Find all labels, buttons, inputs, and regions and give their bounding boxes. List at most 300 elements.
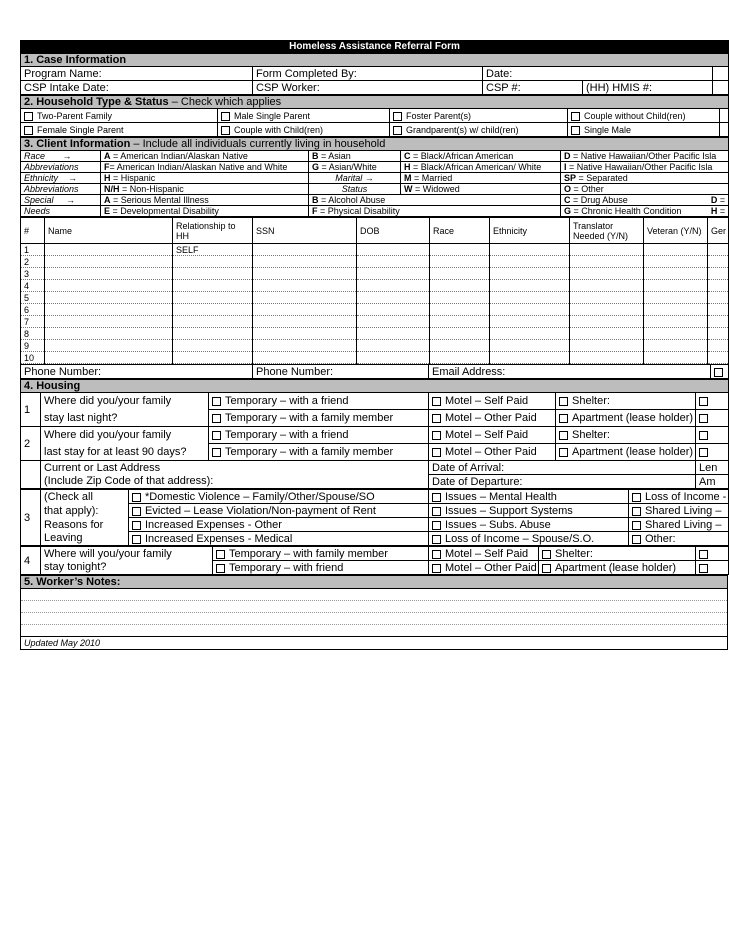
name-cell[interactable] <box>45 316 173 328</box>
q3-opt-6[interactable] <box>629 504 729 518</box>
option-label: Temporary – with friend <box>229 561 344 574</box>
relationship-cell[interactable] <box>173 280 253 292</box>
csp-worker-field[interactable]: CSP Worker: <box>253 81 483 95</box>
notes-line[interactable] <box>21 613 728 625</box>
notes-line[interactable] <box>21 601 728 613</box>
ssn-cell[interactable] <box>253 316 357 328</box>
option-label: Couple with Child(ren) <box>234 124 324 135</box>
option-couple-with-children[interactable] <box>218 123 390 137</box>
veteran-cell[interactable] <box>644 340 708 352</box>
ethnicity-h: H = Hispanic <box>101 173 309 184</box>
section-2-subtitle: – Check which applies <box>168 96 282 108</box>
tonight-table <box>20 546 729 575</box>
ethnicity-cell[interactable] <box>490 352 570 364</box>
gender-cell[interactable] <box>708 352 729 364</box>
checkbox-icon[interactable] <box>432 493 441 502</box>
phone-number-field-1[interactable]: Phone Number: <box>21 365 253 379</box>
q4-text-1: Where will you/your family <box>41 547 213 561</box>
option-grandparents[interactable] <box>390 123 568 137</box>
option-label: Couple without Child(ren) <box>584 110 686 121</box>
q3-opt-10[interactable] <box>129 532 429 546</box>
case-information-table <box>20 40 729 95</box>
race-cell[interactable] <box>430 244 490 256</box>
gender-cell[interactable] <box>708 280 729 292</box>
option-label: *Domestic Violence – Family/Other/Spouse/SO <box>145 490 375 503</box>
race-cell[interactable] <box>430 292 490 304</box>
dob-cell[interactable] <box>357 244 430 256</box>
blank-cell <box>720 109 729 123</box>
race-label: Race → <box>21 151 101 162</box>
row-number: 7 <box>21 316 45 328</box>
special-e: E = Developmental Disability <box>101 206 309 217</box>
name-cell[interactable] <box>45 268 173 280</box>
veteran-cell[interactable] <box>644 304 708 316</box>
section-5-heading: 5. Worker’s Notes: <box>21 576 728 589</box>
checkbox-icon[interactable] <box>432 448 441 457</box>
household-type-table <box>20 95 729 137</box>
q4-opt-4[interactable] <box>696 547 729 561</box>
checkbox-icon[interactable] <box>393 126 402 135</box>
option-label: Temporary – with a family member <box>225 412 394 424</box>
option-label: Loss of Income – Spouse/S.O. <box>445 532 595 545</box>
q4-opt-1[interactable] <box>213 547 429 561</box>
q2-opt-4[interactable] <box>696 427 729 444</box>
contact-checkbox-cell[interactable] <box>711 365 729 379</box>
checkbox-icon[interactable] <box>212 397 221 406</box>
csp-number-field[interactable]: CSP #: <box>483 81 583 95</box>
race-h: H = Black/African American/ White <box>401 162 561 173</box>
ssn-cell[interactable] <box>253 340 357 352</box>
checkbox-icon[interactable] <box>699 448 708 457</box>
option-label: Motel – Self Paid <box>445 429 529 441</box>
q2-opt-6[interactable] <box>429 444 556 461</box>
form-title: Homeless Assistance Referral Form <box>21 41 729 54</box>
client-row[interactable] <box>21 280 729 292</box>
checkbox-icon[interactable] <box>432 521 441 530</box>
q2-opt-8[interactable] <box>696 444 729 461</box>
col-ssn: SSN <box>253 218 357 244</box>
q2-opt-2[interactable] <box>429 427 556 444</box>
ssn-cell[interactable] <box>253 268 357 280</box>
name-cell[interactable] <box>45 280 173 292</box>
veteran-cell[interactable] <box>644 352 708 364</box>
special-c: C = Drug Abuse <box>561 195 639 206</box>
option-label: Foster Parent(s) <box>406 110 472 121</box>
race-cell[interactable] <box>430 352 490 364</box>
gender-cell[interactable] <box>708 244 729 256</box>
checkbox-icon[interactable] <box>393 112 402 121</box>
special-a: A = Serious Mental Illness <box>101 195 309 206</box>
row-number: 9 <box>21 340 45 352</box>
dob-cell[interactable] <box>357 256 430 268</box>
ethnicity-cell[interactable] <box>490 244 570 256</box>
row-number: 6 <box>21 304 45 316</box>
notes-line[interactable] <box>21 589 728 601</box>
q1-opt-3[interactable] <box>556 393 696 410</box>
checkbox-icon[interactable] <box>559 397 568 406</box>
ssn-cell[interactable] <box>253 244 357 256</box>
checkbox-icon[interactable] <box>432 414 441 423</box>
relationship-cell[interactable] <box>173 304 253 316</box>
amount-field[interactable]: Am <box>696 475 729 489</box>
checkbox-icon[interactable] <box>714 368 723 377</box>
current-address-field[interactable]: Current or Last Address <box>41 461 429 475</box>
q3-opt-1[interactable] <box>129 490 429 504</box>
blank-cell <box>713 67 729 81</box>
q3-opt-7[interactable] <box>129 518 429 532</box>
checkbox-icon[interactable] <box>132 535 141 544</box>
checkbox-icon[interactable] <box>432 564 441 573</box>
ethnicity-cell[interactable] <box>490 328 570 340</box>
email-address-field[interactable]: Email Address: <box>429 365 711 379</box>
race-cell[interactable] <box>430 316 490 328</box>
q3-opt-2[interactable] <box>429 490 629 504</box>
dob-cell[interactable] <box>357 340 430 352</box>
q4-opt-8[interactable] <box>696 561 729 575</box>
checkbox-icon[interactable] <box>699 564 708 573</box>
row-number: 2 <box>21 256 45 268</box>
race-cell[interactable] <box>430 280 490 292</box>
notes-line[interactable] <box>21 625 728 637</box>
gender-cell[interactable] <box>708 268 729 280</box>
option-label: Apartment (lease holder) <box>572 412 694 424</box>
translator-cell[interactable] <box>570 280 644 292</box>
special-b: B = Alcohol Abuse <box>309 195 561 206</box>
checkbox-icon[interactable] <box>571 126 580 135</box>
q3-opt-11[interactable] <box>429 532 629 546</box>
marital-status-label: Marital → <box>309 173 401 184</box>
translator-cell[interactable] <box>570 268 644 280</box>
checkbox-icon[interactable] <box>632 507 641 516</box>
checkbox-icon[interactable] <box>542 550 551 559</box>
q1-opt-7[interactable] <box>556 410 696 427</box>
q3-number: 3 <box>21 490 41 546</box>
ethnicity-abbrev-label: Abbreviations <box>21 184 101 195</box>
col-dob: DOB <box>357 218 430 244</box>
housing-table <box>20 379 729 489</box>
blank-cell <box>713 81 729 95</box>
translator-cell[interactable] <box>570 316 644 328</box>
option-label: Shelter: <box>572 395 610 407</box>
checkbox-icon[interactable] <box>699 431 708 440</box>
option-label: Issues – Subs. Abuse <box>445 518 551 531</box>
checkbox-icon[interactable] <box>432 535 441 544</box>
relationship-cell[interactable] <box>173 292 253 304</box>
option-label: Apartment (lease holder) <box>555 561 677 574</box>
race-cell[interactable] <box>430 256 490 268</box>
checkbox-icon[interactable] <box>24 112 33 121</box>
special-needs-label-2: Needs <box>21 206 101 217</box>
checkbox-icon[interactable] <box>432 507 441 516</box>
q1-opt-8[interactable] <box>696 410 729 427</box>
col-race: Race <box>430 218 490 244</box>
checkbox-icon[interactable] <box>699 397 708 406</box>
name-cell[interactable] <box>45 244 173 256</box>
q2-opt-5[interactable] <box>209 444 429 461</box>
veteran-cell[interactable] <box>644 292 708 304</box>
translator-cell[interactable] <box>570 352 644 364</box>
option-single-male[interactable] <box>568 123 720 137</box>
q3-opt-3[interactable] <box>629 490 729 504</box>
special-h: H = <box>639 206 729 217</box>
checkbox-icon[interactable] <box>632 521 641 530</box>
checkbox-icon[interactable] <box>542 564 551 573</box>
q4-opt-3[interactable] <box>539 547 696 561</box>
checkbox-icon[interactable] <box>132 521 141 530</box>
option-label: Apartment (lease holder) <box>572 446 694 458</box>
date-of-arrival-field[interactable]: Date of Arrival: <box>429 461 696 475</box>
ssn-cell[interactable] <box>253 256 357 268</box>
q4-opt-7[interactable] <box>539 561 696 575</box>
option-female-single-parent[interactable] <box>21 123 218 137</box>
special-g: G = Chronic Health Condition <box>561 206 639 217</box>
race-cell[interactable] <box>430 304 490 316</box>
client-row[interactable] <box>21 328 729 340</box>
client-row[interactable] <box>21 268 729 280</box>
relationship-cell[interactable] <box>173 268 253 280</box>
option-label: Shared Living – <box>645 504 722 517</box>
option-two-parent[interactable] <box>21 109 218 123</box>
name-cell[interactable] <box>45 304 173 316</box>
row-number: 10 <box>21 352 45 364</box>
section-2-heading <box>21 96 729 109</box>
race-c: C = Black/African American <box>401 151 561 162</box>
dob-cell[interactable] <box>357 304 430 316</box>
translator-cell[interactable] <box>570 244 644 256</box>
name-cell[interactable] <box>45 352 173 364</box>
section-3-title: 3. Client Information <box>24 138 131 150</box>
dob-cell[interactable] <box>357 280 430 292</box>
race-b: B = Asian <box>309 151 401 162</box>
ethnicity-cell[interactable] <box>490 316 570 328</box>
q3-opt-8[interactable] <box>429 518 629 532</box>
checkbox-icon[interactable] <box>221 112 230 121</box>
client-row[interactable] <box>21 316 729 328</box>
name-cell[interactable] <box>45 340 173 352</box>
option-label: Issues – Mental Health <box>445 490 557 503</box>
q3-opt-5[interactable] <box>429 504 629 518</box>
client-row[interactable] <box>21 292 729 304</box>
option-label: Evicted – Lease Violation/Non-payment of Rent <box>145 504 376 517</box>
ethnicity-nh: N/H = Non-Hispanic <box>101 184 309 195</box>
q3-text-3: Reasons for <box>41 518 129 532</box>
ssn-cell[interactable] <box>253 280 357 292</box>
option-label: Single Male <box>584 124 632 135</box>
race-a: A = American Indian/Alaskan Native <box>101 151 309 162</box>
race-cell[interactable] <box>430 340 490 352</box>
checkbox-icon[interactable] <box>559 448 568 457</box>
gender-cell[interactable] <box>708 292 729 304</box>
hmis-number-field[interactable]: (HH) HMIS #: <box>583 81 713 95</box>
zip-code-hint: (Include Zip Code of that address): <box>41 475 429 489</box>
relationship-cell[interactable] <box>173 316 253 328</box>
veteran-cell[interactable] <box>644 328 708 340</box>
relationship-cell[interactable]: SELF <box>173 244 253 256</box>
q1-opt-4[interactable] <box>696 393 729 410</box>
q2-opt-7[interactable] <box>556 444 696 461</box>
ssn-cell[interactable] <box>253 292 357 304</box>
row-number: 4 <box>21 280 45 292</box>
contact-table <box>20 364 729 379</box>
checkbox-icon[interactable] <box>699 414 708 423</box>
veteran-cell[interactable] <box>644 316 708 328</box>
veteran-cell[interactable] <box>644 280 708 292</box>
q1-opt-1[interactable] <box>209 393 429 410</box>
checkbox-icon[interactable] <box>559 414 568 423</box>
checkbox-icon[interactable] <box>212 431 221 440</box>
q4-opt-2[interactable] <box>429 547 539 561</box>
ethnicity-cell[interactable] <box>490 304 570 316</box>
option-label: Female Single Parent <box>37 124 124 135</box>
section-3-subtitle: – Include all individuals currently living in household <box>130 138 386 150</box>
checkbox-icon[interactable] <box>221 126 230 135</box>
veteran-cell[interactable] <box>644 268 708 280</box>
relationship-cell[interactable] <box>173 340 253 352</box>
option-foster-parents[interactable] <box>390 109 568 123</box>
checkbox-icon[interactable] <box>216 564 225 573</box>
checkbox-icon[interactable] <box>632 493 641 502</box>
gender-cell[interactable] <box>708 256 729 268</box>
option-label: Grandparent(s) w/ child(ren) <box>406 124 519 135</box>
checkbox-icon[interactable] <box>699 550 708 559</box>
ssn-cell[interactable] <box>253 304 357 316</box>
checkbox-icon[interactable] <box>216 550 225 559</box>
q2-text-1: Where did you/your family <box>41 427 209 444</box>
option-label: Temporary – with a family member <box>225 446 394 458</box>
marital-sp: SP = Separated <box>561 173 729 184</box>
checkbox-icon[interactable] <box>632 535 641 544</box>
date-field[interactable]: Date: <box>483 67 713 81</box>
checkbox-icon[interactable] <box>571 112 580 121</box>
client-row[interactable] <box>21 256 729 268</box>
reasons-table <box>20 489 729 546</box>
option-label: Male Single Parent <box>234 110 311 121</box>
veteran-cell[interactable] <box>644 244 708 256</box>
dob-cell[interactable] <box>357 268 430 280</box>
phone-number-field-2[interactable]: Phone Number: <box>253 365 429 379</box>
veteran-cell[interactable] <box>644 256 708 268</box>
translator-cell[interactable] <box>570 328 644 340</box>
translator-cell[interactable] <box>570 256 644 268</box>
option-label: Shelter: <box>555 547 593 560</box>
ethnicity-cell[interactable] <box>490 280 570 292</box>
relationship-cell[interactable] <box>173 352 253 364</box>
row-number: 3 <box>21 268 45 280</box>
checkbox-icon[interactable] <box>432 397 441 406</box>
translator-cell[interactable] <box>570 292 644 304</box>
q4-opt-5[interactable] <box>213 561 429 575</box>
option-couple-without-children[interactable] <box>568 109 720 123</box>
csp-intake-date-field[interactable]: CSP Intake Date: <box>21 81 253 95</box>
checkbox-icon[interactable] <box>132 493 141 502</box>
row-number: 1 <box>21 244 45 256</box>
address-spacer <box>21 461 41 489</box>
option-male-single-parent[interactable] <box>218 109 390 123</box>
checkbox-icon[interactable] <box>212 414 221 423</box>
checkbox-icon[interactable] <box>132 507 141 516</box>
ssn-cell[interactable] <box>253 352 357 364</box>
q3-opt-4[interactable] <box>129 504 429 518</box>
relationship-cell[interactable] <box>173 328 253 340</box>
special-d: D = <box>639 195 729 206</box>
race-cell[interactable] <box>430 328 490 340</box>
checkbox-icon[interactable] <box>432 431 441 440</box>
col-ethnicity: Ethnicity <box>490 218 570 244</box>
q1-opt-2[interactable] <box>429 393 556 410</box>
checkbox-icon[interactable] <box>24 126 33 135</box>
marital-w: W = Widowed <box>401 184 561 195</box>
q2-number: 2 <box>21 427 41 461</box>
dob-cell[interactable] <box>357 328 430 340</box>
checkbox-icon[interactable] <box>212 448 221 457</box>
dob-cell[interactable] <box>357 316 430 328</box>
special-f: F = Physical Disability <box>309 206 561 217</box>
q2-opt-1[interactable] <box>209 427 429 444</box>
section-2-title: 2. Household Type & Status <box>24 96 169 108</box>
checkbox-icon[interactable] <box>432 550 441 559</box>
gender-cell[interactable] <box>708 304 729 316</box>
name-cell[interactable] <box>45 328 173 340</box>
option-label: Issues – Support Systems <box>445 504 573 517</box>
blank-cell <box>720 123 729 137</box>
name-cell[interactable] <box>45 256 173 268</box>
section-4-heading: 4. Housing <box>21 380 729 393</box>
option-label: Motel – Self Paid <box>445 547 529 560</box>
gender-cell[interactable] <box>708 316 729 328</box>
client-row[interactable] <box>21 244 729 256</box>
q3-opt-9[interactable] <box>629 518 729 532</box>
client-row[interactable] <box>21 304 729 316</box>
ethnicity-cell[interactable] <box>490 268 570 280</box>
ethnicity-cell[interactable] <box>490 340 570 352</box>
gender-cell[interactable] <box>708 340 729 352</box>
q4-opt-6[interactable] <box>429 561 539 575</box>
form-completed-by-field[interactable]: Form Completed By: <box>253 67 483 81</box>
q1-opt-5[interactable] <box>209 410 429 427</box>
translator-cell[interactable] <box>570 340 644 352</box>
client-row[interactable] <box>21 340 729 352</box>
race-f: F= American Indian/Alaskan Native and White <box>101 162 309 173</box>
q2-opt-3[interactable] <box>556 427 696 444</box>
option-label: Increased Expenses - Other <box>145 518 282 531</box>
q1-opt-6[interactable] <box>429 410 556 427</box>
checkbox-icon[interactable] <box>559 431 568 440</box>
race-i: I = Native Hawaiian/Other Pacific Isla <box>561 162 729 173</box>
abbreviations-table <box>20 137 729 217</box>
gender-cell[interactable] <box>708 328 729 340</box>
q3-opt-12[interactable] <box>629 532 729 546</box>
ssn-cell[interactable] <box>253 328 357 340</box>
ethnicity-cell[interactable] <box>490 256 570 268</box>
q3-text-2: that apply): <box>41 504 129 518</box>
length-field[interactable]: Len <box>696 461 729 475</box>
relationship-cell[interactable] <box>173 256 253 268</box>
option-label: Two-Parent Family <box>37 110 113 121</box>
name-cell[interactable] <box>45 292 173 304</box>
program-name-field[interactable]: Program Name: <box>21 67 253 81</box>
race-cell[interactable] <box>430 268 490 280</box>
date-of-departure-field[interactable]: Date of Departure: <box>429 475 696 489</box>
client-row[interactable] <box>21 352 729 364</box>
workers-notes-table <box>20 575 728 650</box>
dob-cell[interactable] <box>357 352 430 364</box>
referral-form <box>20 40 728 650</box>
ethnicity-cell[interactable] <box>490 292 570 304</box>
dob-cell[interactable] <box>357 292 430 304</box>
translator-cell[interactable] <box>570 304 644 316</box>
race-abbrev-label: Abbreviations <box>21 162 101 173</box>
option-label: Shared Living – <box>645 518 722 531</box>
